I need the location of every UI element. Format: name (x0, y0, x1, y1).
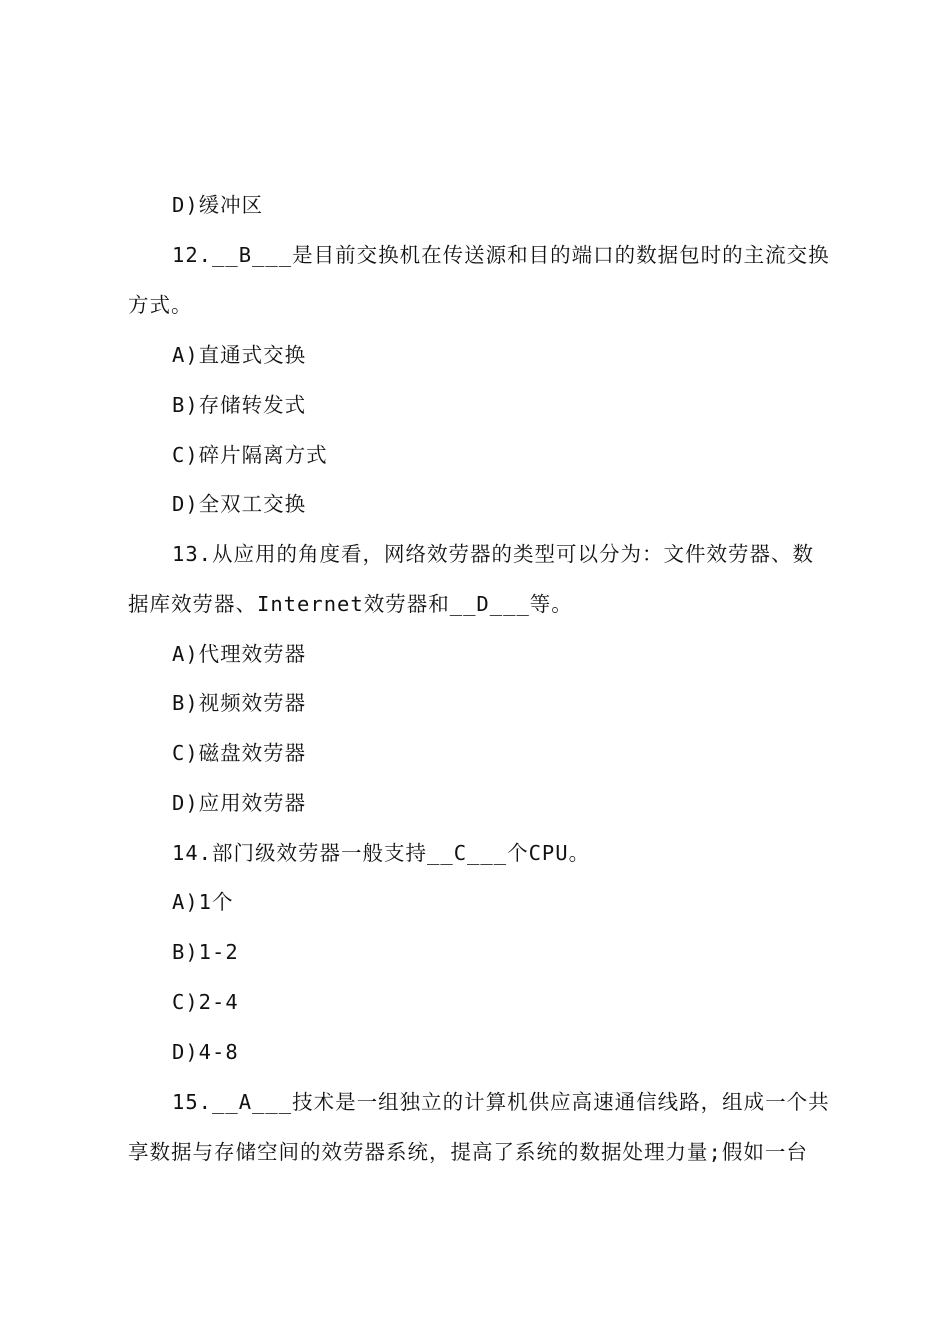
option-c-14: C)2-4 (172, 990, 239, 1014)
option-b-14: B)1-2 (172, 940, 239, 964)
option-c-13: C)磁盘效劳器 (172, 741, 307, 765)
option-d-12: D)全双工交换 (172, 492, 307, 516)
option-a-14: A)1个 (172, 890, 234, 914)
question-15: 15.__A___技术是一组独立的计算机供应高速通信线路，组成一个共 (172, 1090, 830, 1114)
question-13: 13.从应用的角度看，网络效劳器的类型可以分为：文件效劳器、数 (172, 542, 815, 566)
question-15-cont: 享数据与存储空间的效劳器系统，提高了系统的数据处理力量;假如一台 (128, 1140, 808, 1164)
option-c-12: C)碎片隔离方式 (172, 443, 328, 467)
question-12-cont: 方式。 (128, 293, 193, 317)
question-14: 14.部门级效劳器一般支持__C___个CPU。 (172, 841, 591, 865)
option-b-13: B)视频效劳器 (172, 691, 307, 715)
option-d-14: D)4-8 (172, 1040, 239, 1064)
option-d-13: D)应用效劳器 (172, 791, 307, 815)
option-a-12: A)直通式交换 (172, 343, 307, 367)
question-12: 12.__B___是目前交换机在传送源和目的端口的数据包时的主流交换 (172, 243, 830, 267)
question-13-cont: 据库效劳器、Internet效劳器和__D___等。 (128, 592, 573, 616)
option-a-13: A)代理效劳器 (172, 642, 307, 666)
option-d-11: D)缓冲区 (172, 193, 264, 217)
option-b-12: B)存储转发式 (172, 393, 307, 417)
